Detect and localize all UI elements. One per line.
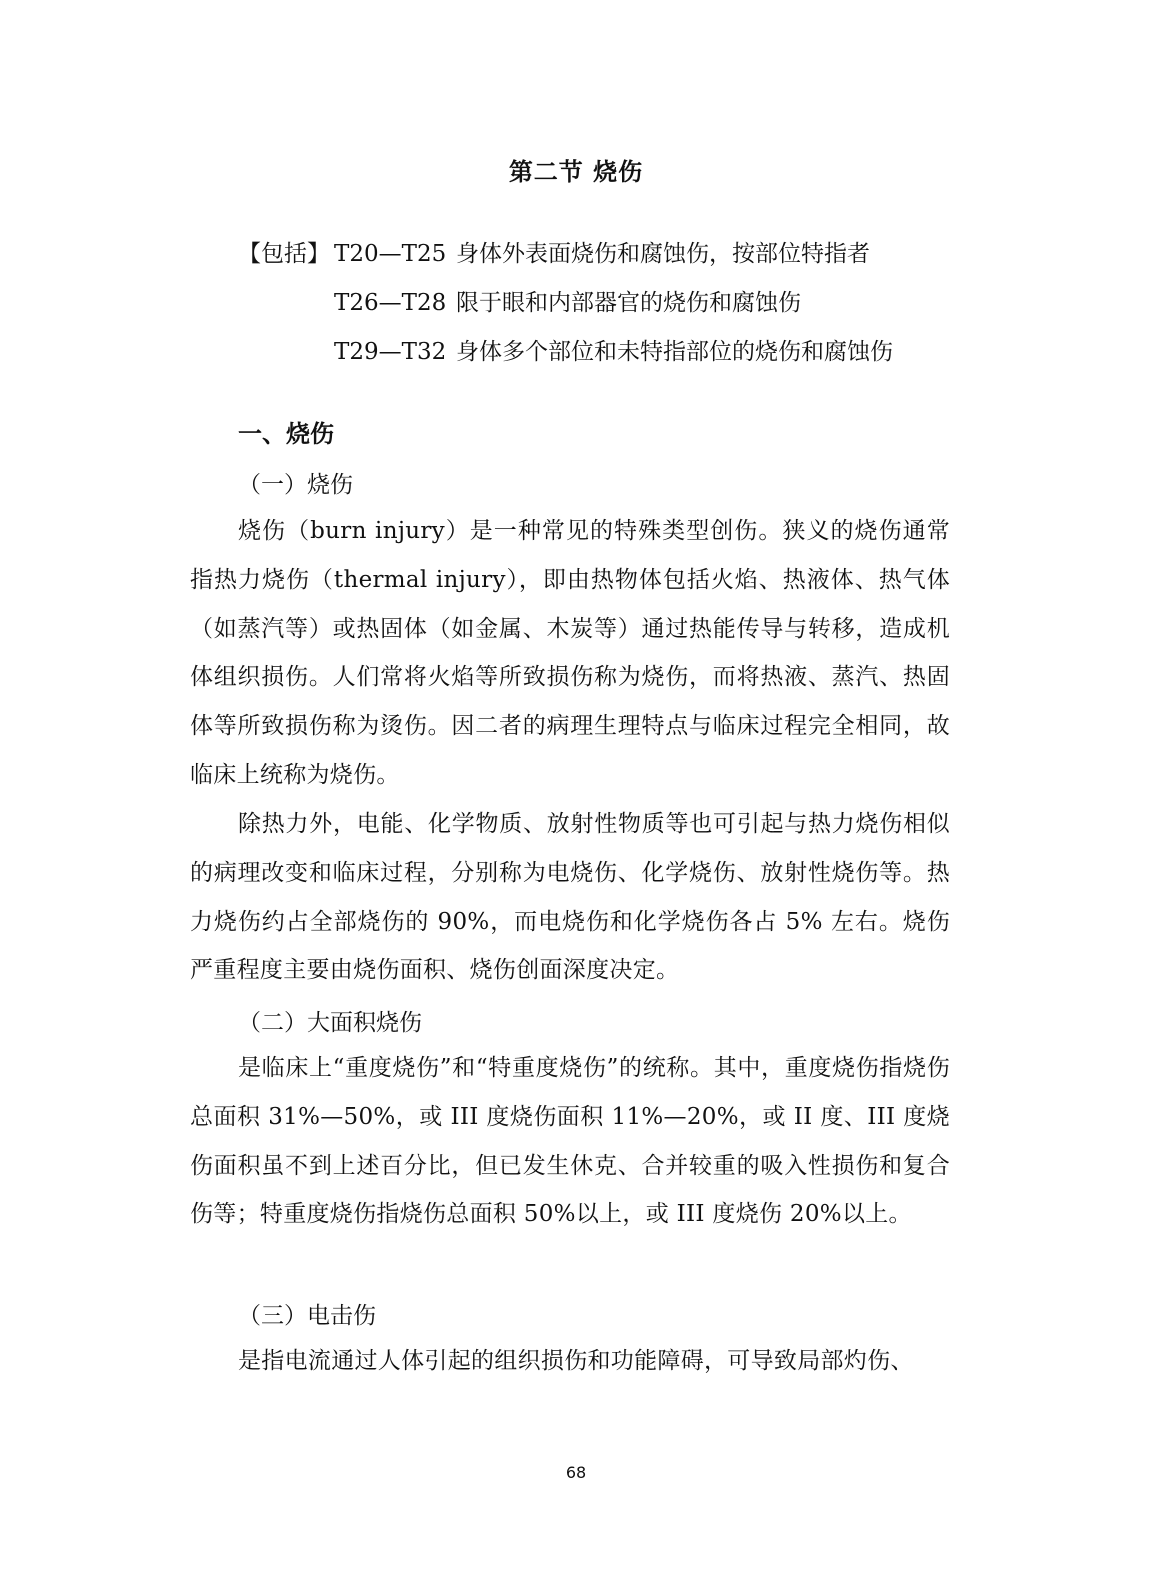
includes-code: T26—T28 — [334, 290, 447, 316]
heading-burns: 一、烧伤 — [238, 419, 334, 448]
paragraph-burn-definition: 烧伤（burn injury）是一种常见的特殊类型创伤。狭义的烧伤通常指热力烧伤（thermal injury），即由热物体包括火焰、热液体、热气体（如蒸汽等）或热固体（如金属、木炭等）通过热能传导与转移，造成机体组织损伤。人们常将火焰等所致损伤称为烧伤，而将热液、蒸汽、热固体等所致损伤称为烫伤。因二者的病理生理特点与临床过程完全相同，故临床上统称为烧伤。 — [190, 518, 950, 788]
includes-label: 【包括】 — [238, 241, 330, 267]
includes-block — [238, 232, 998, 379]
subheading-burns: （一）烧伤 — [238, 472, 353, 498]
paragraph-electric-injury: 是指电流通过人体引起的组织损伤和功能障碍，可导致局部灼伤、 — [238, 1348, 914, 1374]
includes-text: 身体外表面烧伤和腐蚀伤，按部位特指者 — [456, 241, 870, 267]
paragraph-extensive-burns: 是临床上“重度烧伤”和“特重度烧伤”的统称。其中，重度烧伤指烧伤总面积 31%—50%，或 III 度烧伤面积 11%—20%，或 II 度、III 度烧伤面积虽不到上述百分比，但已发生休克、合并较重的吸入性损伤和复合伤等；特重度烧伤指烧伤总面积 50%以上，或 III 度烧伤 20%以上。 — [190, 1055, 950, 1228]
includes-text: 身体多个部位和未特指部位的烧伤和腐蚀伤 — [456, 339, 893, 365]
includes-row — [238, 330, 998, 379]
includes-label-spacer — [238, 281, 334, 330]
includes-code: T20—T25 — [334, 241, 447, 267]
includes-row — [238, 232, 998, 281]
section-title: 第二节 烧伤 — [508, 157, 644, 186]
paragraph-other-burns: 除热力外，电能、化学物质、放射性物质等也可引起与热力烧伤相似的病理改变和临床过程，分别称为电烧伤、化学烧伤、放射性烧伤等。热力烧伤约占全部烧伤的 90%，而电烧伤和化学烧伤各占 5% 左右。烧伤严重程度主要由烧伤面积、烧伤创面深度决定。 — [190, 811, 950, 984]
includes-label-spacer — [238, 330, 334, 379]
page-number: 68 — [565, 1463, 587, 1482]
subheading-extensive-burns: （二）大面积烧伤 — [238, 1010, 422, 1036]
subheading-electric-injury: （三）电击伤 — [238, 1303, 376, 1329]
includes-code: T29—T32 — [334, 339, 447, 365]
includes-row — [238, 281, 998, 330]
includes-text: 限于眼和内部器官的烧伤和腐蚀伤 — [456, 290, 801, 316]
